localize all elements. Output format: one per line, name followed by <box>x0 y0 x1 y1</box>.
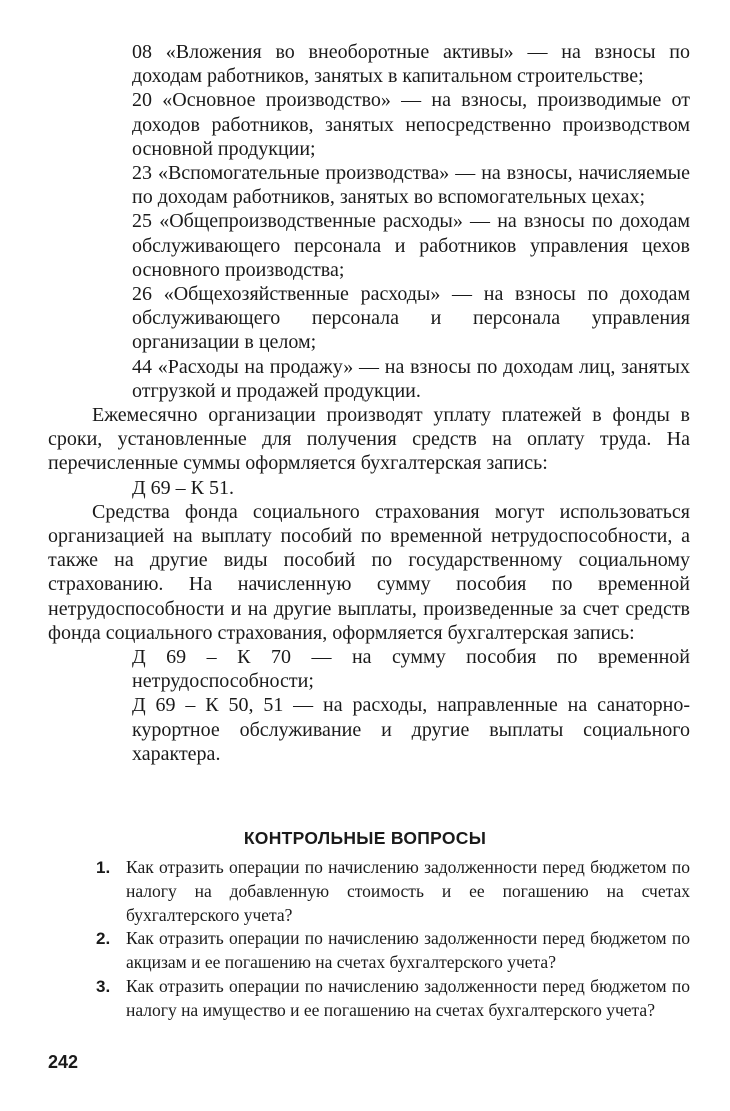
account-entry-26: 26 «Общехозяйственные расходы» — на взносы по доходам обслуживающего персонала и персонала управления организации в целом; <box>132 283 690 354</box>
question-number: 2. <box>96 929 111 949</box>
question-text: Как отразить операции по начислению задолженности перед бюджетом по налогу на добавленную стоимость и ее погашению на счетах бухгалтерского учета? <box>126 857 690 925</box>
account-entry-08: 08 «Вложения во внеоборотные активы» — на взносы по доходам работников, занятых в капитальном строительстве; <box>132 41 690 88</box>
question-item <box>96 975 690 1023</box>
control-questions-list <box>96 856 690 1023</box>
account-entry-25: 25 «Общепроизводственные расходы» — на взносы по доходам обслуживающего персонала и работников управления цехов основного производства; <box>132 210 690 281</box>
journal-entry-d69-k50-51: Д 69 – К 50, 51 — на расходы, направленные на санаторно-курортное обслуживание и другие выплаты социального характера. <box>132 694 690 765</box>
main-text <box>48 40 690 766</box>
question-text: Как отразить операции по начислению задолженности перед бюджетом по акцизам и ее погашению на счетах бухгалтерского учета? <box>126 928 690 973</box>
question-text: Как отразить операции по начислению задолженности перед бюджетом по налогу на имущество и ее погашению на счетах бухгалтерского учета? <box>126 975 690 1020</box>
question-number: 1. <box>96 858 111 877</box>
paragraph-monthly-payments: Ежемесячно организации производят уплату платежей в фонды в сроки, установленные для получения средств на оплату труда. На перечисленные суммы оформляется бухгалтерская запись: <box>48 404 690 475</box>
journal-entry-d69-k70: Д 69 – К 70 — на сумму пособия по временной нетрудоспособности; <box>132 646 690 693</box>
question-item <box>96 927 690 975</box>
account-entry-20: 20 «Основное производство» — на взносы, производимые от доходов работников, занятых непосредственно производством основной продукции; <box>132 89 690 160</box>
question-item <box>96 856 690 927</box>
journal-entry-d69-k51: Д 69 – К 51. <box>132 476 234 499</box>
section-heading: КОНТРОЛЬНЫЕ ВОПРОСЫ <box>243 828 487 848</box>
page-number: 242 <box>48 1052 79 1072</box>
account-entry-44: 44 «Расходы на продажу» — на взносы по доходам лиц, занятых отгрузкой и продажей продукции. <box>132 355 690 402</box>
paragraph-social-insurance: Средства фонда социального страхования могут использоваться организацией на выплату пособий по временной нетрудоспособности, а также на другие виды пособий по государственному социальному страхованию. На начисленную сумму пособия по временной нетрудоспособности и на другие выплаты, произведенные за счет средств фонда социального страхования, оформляется бухгалтерская запись: <box>48 500 690 644</box>
question-number: 3. <box>96 976 111 996</box>
account-entry-23: 23 «Вспомогательные производства» — на взносы, начисляемые по доходам работников, занятых во вспомогательных цехах; <box>132 162 690 209</box>
